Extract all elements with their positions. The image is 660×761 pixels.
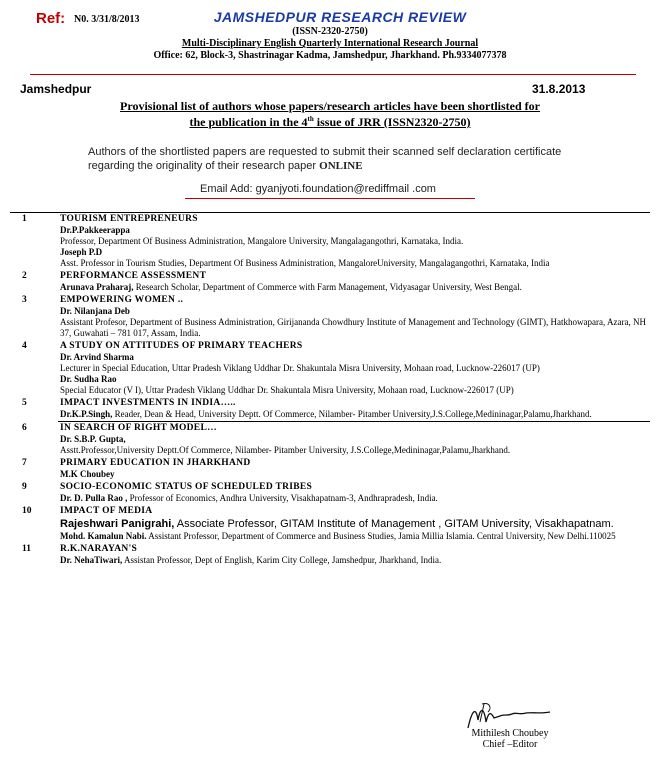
ref-number: N0. 3/31/8/2013 [74,14,140,25]
place: Jamshedpur [20,82,92,96]
entry-row [10,340,650,397]
issn: (ISSN-2320-2750) [292,26,368,37]
paper-title: IMPACT INVESTMENTS IN INDIA….. [60,398,236,408]
email-underline [185,198,475,199]
entry-number: 4 [22,341,27,351]
author-block [60,306,646,339]
entry-row [10,505,650,543]
author-block [60,434,646,456]
entry-number: 3 [22,295,27,305]
author-block [60,493,646,504]
paper-title: IMPACT OF MEDIA [60,506,153,516]
request-online: ONLINE [319,160,363,172]
entry-content [58,543,650,567]
author-block [60,517,646,531]
entry-content [58,422,650,458]
heading-line-2-end: issue of JRR (ISSN2320-2750) [313,115,471,129]
entry-row [10,294,650,340]
request-text: Authors of the shortlisted papers are requested to submit their scanned self declaration certificate regarding the originality of their research paper [88,146,562,172]
email-address[interactable]: Email Add: gyanjyoti.foundation@rediffmail .com [200,183,436,195]
author-name: Joseph P.D [60,247,103,257]
signatory-name: Mithilesh Choubey [471,728,549,739]
entry-number: 1 [10,213,58,271]
signatory [455,728,565,750]
entry-content [58,397,650,422]
journal-subtitle: Multi-Disciplinary English Quarterly International Research Journal [181,38,479,49]
author-affiliation: Asstt.Professor,University Deptt.Of Commerce, Nilamber- Pitamber University, J.S.College,Medininagar,Palamu,Jharkhand. [60,445,511,455]
author-affiliation: Asst. Professor in Tourism Studies, Department Of Business Administration, MangaloreUniversity, Mangalagangothri, Karnataka, India [60,258,550,268]
entry-number: 7 [22,458,27,468]
paper-title: PERFORMANCE ASSESSMENT [60,271,207,281]
author-name: Dr. D. Pulla Rao , [60,493,128,503]
author-block [60,282,646,293]
author-name: Dr.P.Pakkeerappa [60,225,130,235]
journal-name: JAMSHEDPUR RESEARCH REVIEW [213,9,467,25]
author-affiliation: Lecturer in Special Education, Uttar Pradesh Viklang Uddhar Dr. Shakuntala Misra University, Mohaan road, Lucknow-226017 (UP) [60,363,540,373]
author-name: Dr. Nilanjana Deb [60,306,130,316]
entry-content [58,294,650,340]
author-name: Dr. Sudha Rao [60,374,117,384]
author-name: Arunava Praharaj, [60,282,134,292]
document-heading [80,100,580,129]
entry-number: 11 [22,544,31,554]
author-name: Dr.K.P.Singh, [60,409,113,419]
author-name: Dr. S.B.P. Gupta, [60,434,126,444]
entry-number: 9 [22,482,27,492]
entry-row [10,543,650,567]
author-name: Dr. NehaTiwari, [60,555,123,565]
author-block [60,469,646,480]
heading-line-2-start: the publication in the 4 [189,115,308,129]
heading-superscript: th [307,115,314,123]
entry-content [58,481,650,505]
ref-label: Ref: [36,10,66,27]
author-affiliation: Professor of Economics, Andhra University, Visakhapatnam-3, Andhrapradesh, India. [127,493,438,503]
author-block [60,555,646,566]
header-divider [30,74,636,75]
author-block [60,352,646,374]
date: 31.8.2013 [532,82,586,96]
request-paragraph [88,145,588,173]
entry-number: 5 [22,398,27,408]
author-name: M.K Choubey [60,469,115,479]
author-block [60,374,646,396]
entry-content [58,213,650,271]
entry-number: 10 [22,506,32,516]
author-block [60,409,646,420]
signatory-role: Chief –Editor [482,739,538,750]
paper-title: A STUDY ON ATTITUDES OF PRIMARY TEACHERS [60,341,303,351]
entry-row [10,481,650,505]
entry-content [58,340,650,397]
office-address: Office: 62, Block-3, Shastrinagar Kadma, Jamshedpur, Jharkhand. Ph.9334077378 [153,50,507,61]
author-block [60,225,646,247]
entry-row [10,457,650,481]
author-affiliation: Assistant Profesor, Department of Business Administration, Girijananda Chowdhury Institute of Management and Technology (GIMT), Hatkhowapara, Azara, NH 37, Guwahati – 781 017, Assam, India. [60,317,646,338]
author-block [60,247,646,269]
entry-row [10,270,650,294]
author-name: Mohd. Kamalun Nabi. [60,531,147,541]
paper-title: TOURISM ENTREPRENEURS [60,214,198,224]
paper-title: EMPOWERING WOMEN .. [60,295,184,305]
author-affiliation: Assistant Professor, Department of Commerce and Business Studies, Jamia Millia Islamia. Central University, New Delhi.110025 [146,531,616,541]
author-name: Dr. Arvind Sharma [60,352,134,362]
paper-title: SOCIO-ECONOMIC STATUS OF SCHEDULED TRIBES [60,482,313,492]
entry-row [10,213,650,271]
author-affiliation: Assistan Professor, Dept of English, Karim City College, Jamshedpur, Jharkhand, India. [122,555,442,565]
entry-content [58,505,650,543]
heading-line-2 [80,113,580,129]
entry-row [10,422,650,458]
paper-title: PRIMARY EDUCATION IN JHARKHAND [60,458,251,468]
author-affiliation: Associate Professor, GITAM Institute of Management , GITAM University, Visakhapatnam. [174,518,614,530]
author-affiliation: Professor, Department Of Business Administration, Mangalore University, Mangalagangothri, Karnataka, India. [60,236,464,246]
author-name: Rajeshwari Panigrahi, [60,518,175,530]
entry-content [58,270,650,294]
heading-line-1: Provisional list of authors whose papers/research articles have been shortlisted for [120,99,540,113]
entry-content [58,457,650,481]
paper-title: R.K.NARAYAN'S [60,544,138,554]
entry-number: 6 [22,422,27,433]
author-affiliation: Research Scholar, Department of Commerce with Farm Management, Vidyasagar University, West Bengal. [133,282,522,292]
entry-row [10,397,650,422]
author-block [60,531,646,542]
entry-number: 2 [22,271,27,281]
author-affiliation: Reader, Dean & Head, University Deptt. Of Commerce, Nilamber- Pitamber University,J.S.College,Medininagar,Palamu,Jharkhand. [112,409,592,419]
paper-title: IN SEARCH OF RIGHT MODEL… [60,423,217,433]
authors-table [10,212,650,567]
author-affiliation: Special Educator (V I), Uttar Pradesh Viklang Uddhar Dr. Shakuntala Misra University, Mohaan road, Lucknow-226017 (UP) [60,385,514,395]
